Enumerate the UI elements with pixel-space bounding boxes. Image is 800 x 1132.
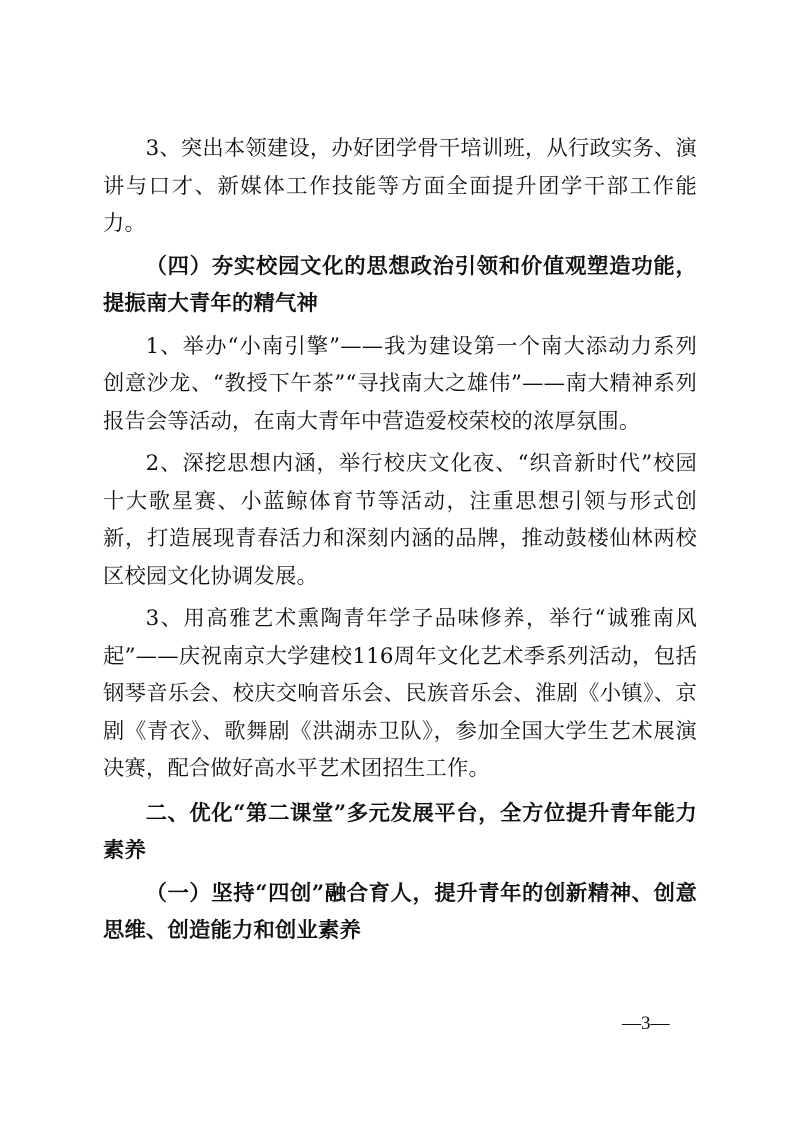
paragraph-item-2-culture: 2、深挖思想内涵，举行校庆文化夜、“织音新时代”校园十大歌星赛、小蓝鲸体育节等活动，注重思想引领与形式创新，打造展现青春活力和深刻内涵的品牌，推动鼓楼仙林两校区校园文化协调发展。 bbox=[103, 451, 697, 589]
paragraph-item-3-training: 3、突出本领建设，办好团学骨干培训班，从行政实务、演讲与口才、新媒体工作技能等方面全面提升团学干部工作能力。 bbox=[103, 136, 697, 236]
paragraph-item-1-salon: 1、举办“小南引擎”——我为建设第一个南大添动力系列创意沙龙、“教授下午茶”“寻找南大之雄伟”——南大精神系列报告会等活动，在南大青年中营造爱校荣校的浓厚氛围。 bbox=[103, 333, 697, 434]
paragraph-item-3-arts: 3、用高雅艺术熏陶青年学子品味修养，举行“诚雅南风起”——庆祝南京大学建校116周年文化艺术季系列活动，包括钢琴音乐会、校庆交响音乐会、民族音乐会、淮剧《小镇》、京剧《青衣》、歌舞剧《洪湖赤卫队》，参加全国大学生艺术展演决赛，配合做好高水平艺术团招生工作。 bbox=[103, 606, 697, 781]
chapter-heading-two: 二、优化“第二课堂”多元发展平台，全方位提升青年能力素养 bbox=[103, 800, 697, 863]
section-heading-one: （一）坚持“四创”融合育人，提升青年的创新精神、创意思维、创造能力和创业素养 bbox=[103, 880, 697, 943]
section-heading-four: （四）夯实校园文化的思想政治引领和价值观塑造功能，提振南大青年的精气神 bbox=[103, 253, 697, 316]
document-body bbox=[103, 130, 697, 950]
page-number: —3— bbox=[622, 1013, 670, 1034]
